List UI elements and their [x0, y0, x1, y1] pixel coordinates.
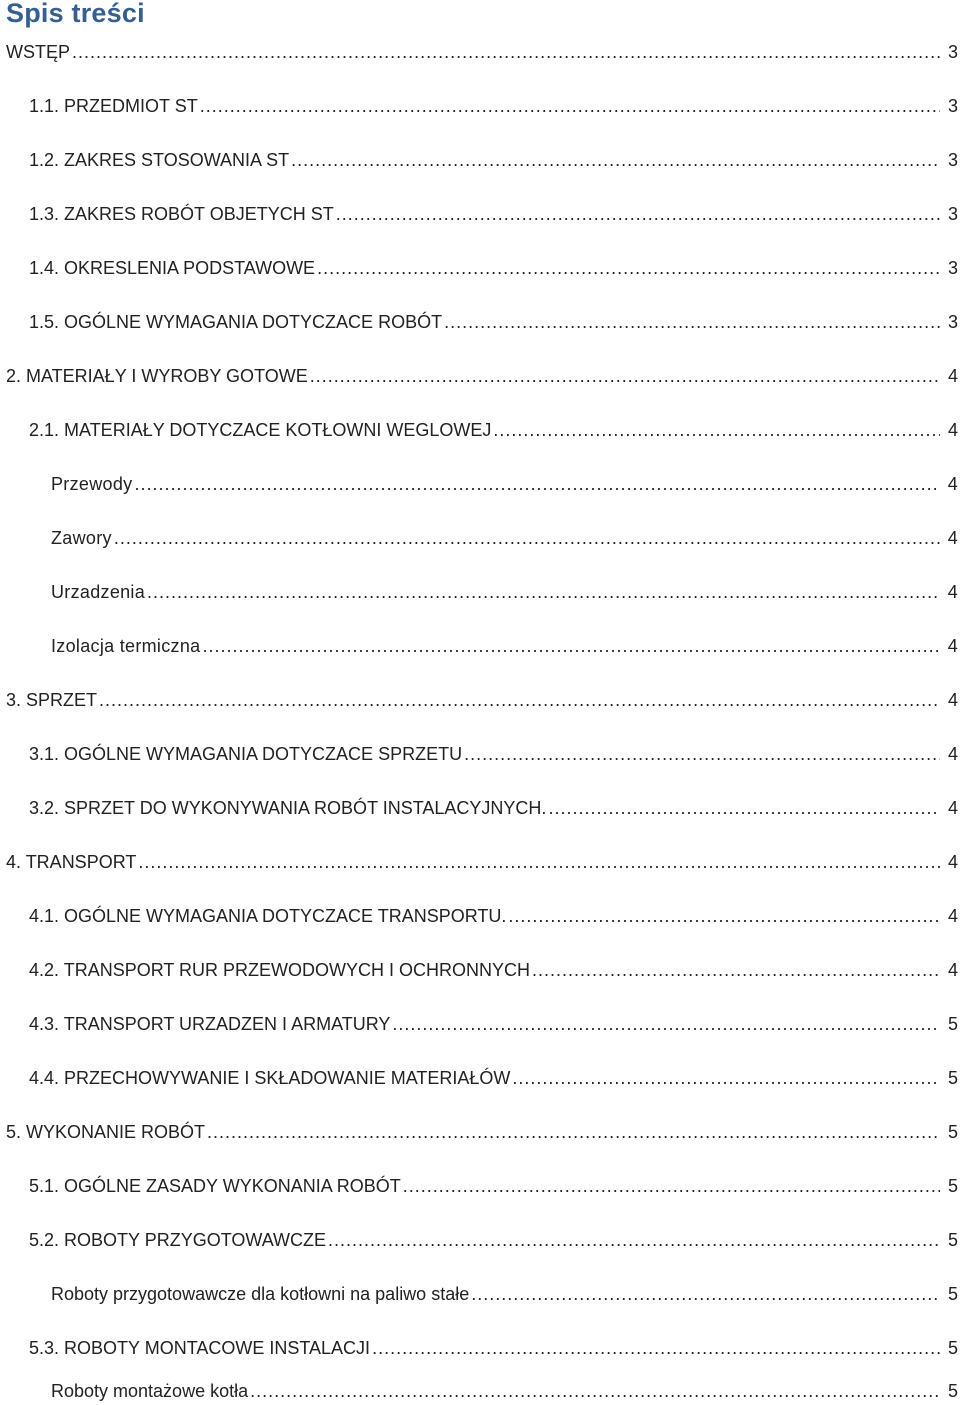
dot-leader	[200, 94, 940, 118]
toc-entry-label: Roboty montażowe kotła	[51, 1381, 249, 1401]
toc-entry-page: 4	[947, 906, 958, 926]
toc-entry-4-4[interactable]	[29, 1066, 958, 1090]
toc-entry-1-3[interactable]	[29, 202, 958, 226]
dot-leader	[147, 580, 940, 604]
toc-entry-zawory[interactable]	[51, 526, 958, 550]
dot-leader	[317, 256, 940, 280]
toc-entry-page: 4	[947, 366, 958, 386]
dot-leader	[471, 1282, 940, 1306]
toc-entry-label: 4.1. OGÓLNE WYMAGANIA DOTYCZACE TRANSPORTU.	[29, 906, 507, 926]
toc-entry-roboty-montazowe-kotla[interactable]	[51, 1379, 958, 1403]
toc-entry-label: 1.5. OGÓLNE WYMAGANIA DOTYCZACE ROBÓT	[29, 312, 443, 332]
toc-entry-3[interactable]	[6, 688, 958, 712]
toc-entry-label: 5.2. ROBOTY PRZYGOTOWAWCZE	[29, 1230, 327, 1250]
toc-entry-label: Przewody	[51, 474, 133, 494]
toc-entry-1-1[interactable]	[29, 94, 958, 118]
toc-entry-label: 4.4. PRZECHOWYWANIE I SKŁADOWANIE MATERIAŁÓW	[29, 1068, 511, 1088]
toc-entry-page: 3	[947, 150, 958, 170]
toc-entry-label: 1.1. PRZEDMIOT ST	[29, 96, 198, 116]
toc-entry-urzadzenia[interactable]	[51, 580, 958, 604]
toc-entry-page: 3	[947, 42, 958, 62]
toc-entry-label: 5.1. OGÓLNE ZASADY WYKONANIA ROBÓT	[29, 1176, 401, 1196]
toc-entry-page: 4	[947, 690, 958, 710]
toc-entry-page: 5	[947, 1014, 958, 1034]
dot-leader	[99, 688, 940, 712]
toc-entry-1-4[interactable]	[29, 256, 958, 280]
toc-entry-label: 4. TRANSPORT	[6, 852, 137, 872]
dot-leader	[134, 472, 940, 496]
toc-entry-label: 1.3. ZAKRES ROBÓT OBJETYCH ST	[29, 204, 334, 224]
toc-entry-przewody[interactable]	[51, 472, 958, 496]
toc-entry-4-3[interactable]	[29, 1012, 958, 1036]
toc-entry-label: Zawory	[51, 528, 112, 548]
toc-entry-page: 5	[947, 1122, 958, 1142]
toc-entry-page: 5	[947, 1230, 958, 1250]
dot-leader	[202, 634, 940, 658]
toc-entry-page: 4	[947, 420, 958, 440]
toc-entry-5-2[interactable]	[29, 1228, 958, 1252]
toc-entry-page: 3	[947, 204, 958, 224]
toc-entry-page: 4	[947, 582, 958, 602]
toc-entry-page: 4	[947, 528, 958, 548]
toc-entry-page: 5	[947, 1284, 958, 1304]
toc-entry-label: Izolacja termiczna	[51, 636, 201, 656]
dot-leader	[250, 1379, 940, 1403]
toc-entry-label: 2.1. MATERIAŁY DOTYCZACE KOTŁOWNI WEGLOWEJ	[29, 420, 492, 440]
dot-leader	[392, 1012, 940, 1036]
toc-entry-label: 1.4. OKRESLENIA PODSTAWOWE	[29, 258, 316, 278]
toc-entry-label: 5. WYKONANIE ROBÓT	[6, 1122, 206, 1142]
dot-leader	[138, 850, 940, 874]
toc-entry-page: 4	[947, 852, 958, 872]
toc-entry-label: 4.2. TRANSPORT RUR PRZEWODOWYCH I OCHRONNYCH	[29, 960, 531, 980]
dot-leader	[291, 148, 940, 172]
dot-leader	[72, 40, 940, 64]
toc-entry-5[interactable]	[6, 1120, 958, 1144]
toc-entry-label: 3.1. OGÓLNE WYMAGANIA DOTYCZACE SPRZETU	[29, 744, 463, 764]
toc-entry-5-1[interactable]	[29, 1174, 958, 1198]
dot-leader	[310, 364, 940, 388]
toc-entry-label: WSTĘP	[6, 42, 71, 62]
toc-entry-1-5[interactable]	[29, 310, 958, 334]
dot-leader	[403, 1174, 940, 1198]
toc-entry-izolacja-termiczna[interactable]	[51, 634, 958, 658]
toc-entry-3-2[interactable]	[29, 796, 958, 820]
toc-entry-label: 1.2. ZAKRES STOSOWANIA ST	[29, 150, 290, 170]
toc-entry-label: Urzadzenia	[51, 582, 146, 602]
dot-leader	[532, 958, 940, 982]
toc-entry-label: 4.3. TRANSPORT URZADZEN I ARMATURY	[29, 1014, 391, 1034]
toc-entry-label: 5.3. ROBOTY MONTACOWE INSTALACJI	[29, 1338, 371, 1358]
dot-leader	[207, 1120, 940, 1144]
toc-entry-page: 5	[947, 1338, 958, 1358]
toc-entry-page: 5	[947, 1068, 958, 1088]
dot-leader	[508, 904, 940, 928]
toc-entry-page: 5	[947, 1381, 958, 1401]
toc-entry-4-2[interactable]	[29, 958, 958, 982]
dot-leader	[464, 742, 940, 766]
toc-entry-5-3[interactable]	[29, 1336, 958, 1360]
toc-entry-page: 4	[947, 744, 958, 764]
toc-entry-1-2[interactable]	[29, 148, 958, 172]
dot-leader	[372, 1336, 940, 1360]
toc-entry-label: Roboty przygotowawcze dla kotłowni na paliwo stałe	[51, 1284, 470, 1304]
dot-leader	[328, 1228, 940, 1252]
toc-entry-label: 3. SPRZET	[6, 690, 98, 710]
dot-leader	[493, 418, 940, 442]
toc-entry-2-1[interactable]	[29, 418, 958, 442]
toc-entry-page: 5	[947, 1176, 958, 1196]
toc-entry-page: 4	[947, 798, 958, 818]
toc-entry-page: 4	[947, 960, 958, 980]
toc-entry-roboty-przygotowawcze-kotlowni[interactable]	[51, 1282, 958, 1306]
toc-entry-page: 4	[947, 474, 958, 494]
toc-entry-page: 3	[947, 312, 958, 332]
toc-entry-page: 3	[947, 258, 958, 278]
dot-leader	[512, 1066, 940, 1090]
toc-entry-4-1[interactable]	[29, 904, 958, 928]
toc-entry-3-1[interactable]	[29, 742, 958, 766]
toc-entry-label: 3.2. SPRZET DO WYKONYWANIA ROBÓT INSTALACYJNYCH.	[29, 798, 547, 818]
toc-title: Spis treści	[6, 0, 145, 28]
dot-leader	[548, 796, 940, 820]
toc-entry-2[interactable]	[6, 364, 958, 388]
toc-entry-page: 4	[947, 636, 958, 656]
toc-entry-label: 2. MATERIAŁY I WYROBY GOTOWE	[6, 366, 308, 386]
dot-leader	[336, 202, 940, 226]
toc-entry-wstep[interactable]	[6, 40, 958, 64]
toc-entry-page: 3	[947, 96, 958, 116]
dot-leader	[114, 526, 940, 550]
toc-entry-4[interactable]	[6, 850, 958, 874]
dot-leader	[444, 310, 940, 334]
